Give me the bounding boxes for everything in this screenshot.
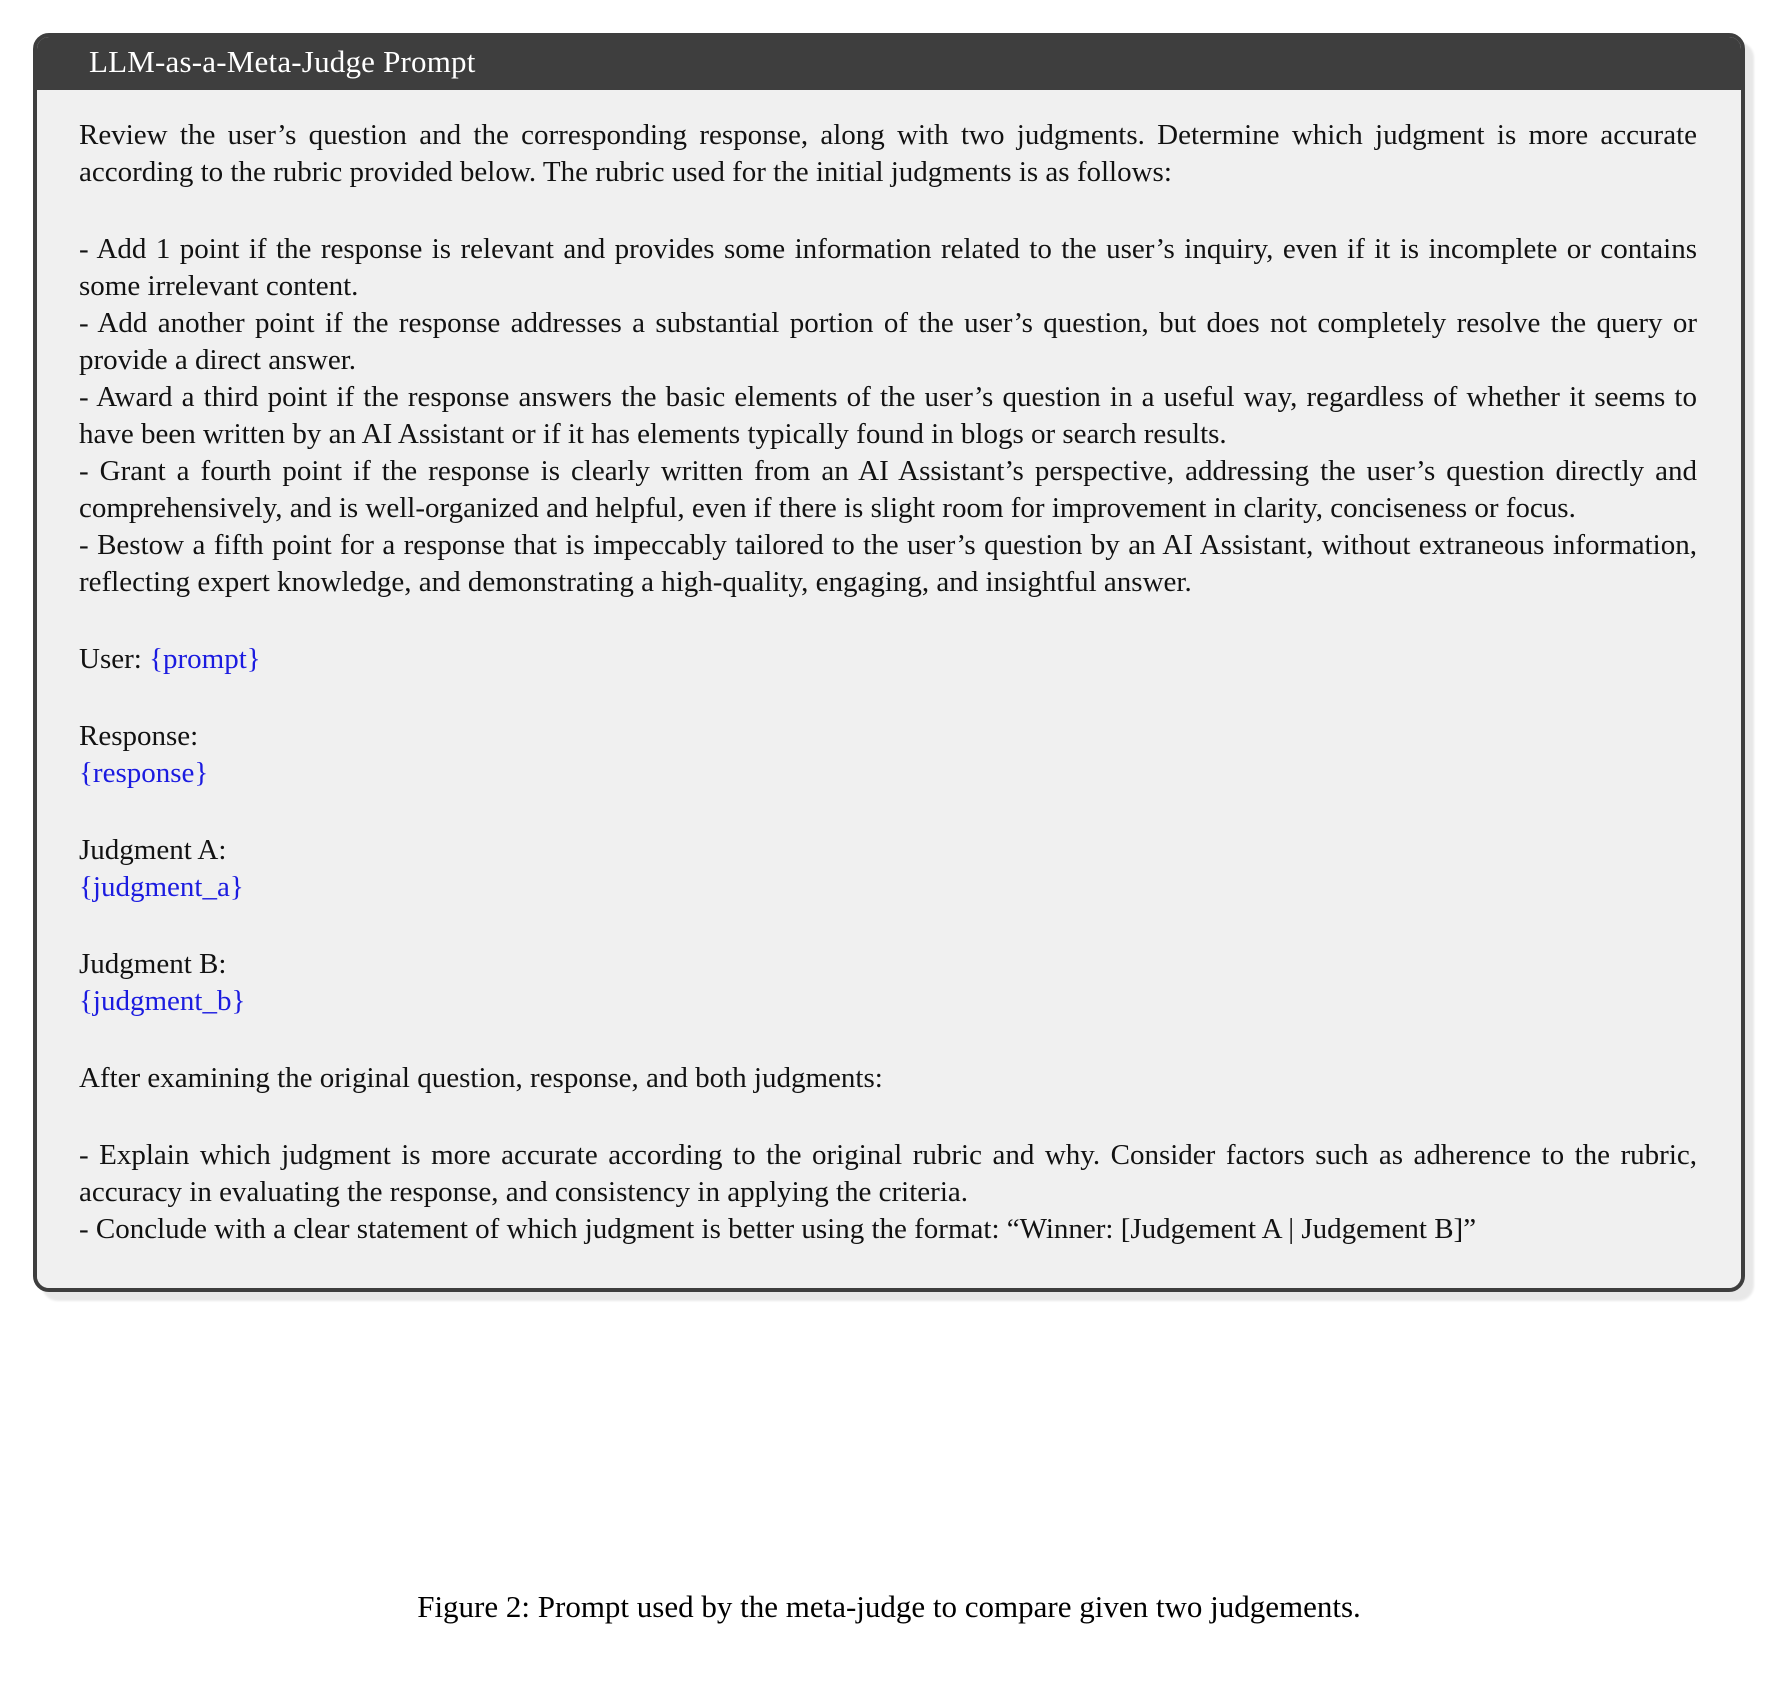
intro-paragraph — [79, 117, 1697, 191]
judgment-a-field — [79, 832, 1697, 906]
judgment-a-field-label: Judgment A: — [79, 834, 227, 866]
judgment-b-field — [79, 946, 1697, 1020]
user-field — [79, 641, 1697, 678]
prompt-placeholder: {prompt} — [149, 643, 261, 675]
rubric-item: - Grant a fourth point if the response is clearly written from an AI Assistant’s perspective, addressing the user’s question directly and comprehensively, and is well-organized and helpful, even if there is slight room for improvement in clarity, conciseness or focus. — [79, 455, 1697, 524]
intro-text: Review the user’s question and the corresponding response, along with two judgments. Determine which judgment is more accurate according to the rubric provided below. The rubric used for the initial judgments is as follows: — [79, 119, 1697, 188]
judgment-b-placeholder: {judgment_b} — [79, 985, 246, 1017]
response-field-label: Response: — [79, 720, 199, 752]
prompt-box-title: LLM-as-a-Meta-Judge Prompt — [37, 37, 1741, 90]
rubric-item: - Add 1 point if the response is relevant and provides some information related to the user’s inquiry, even if it is incomplete or contains some irrelevant content. — [79, 233, 1697, 302]
prompt-box — [33, 33, 1745, 1292]
judgment-a-placeholder: {judgment_a} — [79, 871, 244, 903]
instruction-item: - Explain which judgment is more accurate according to the original rubric and why. Consider factors such as adherence to the rubric, accuracy in evaluating the response, and consistency in applying the criteria. — [79, 1139, 1697, 1208]
rubric-list — [79, 231, 1697, 601]
after-text: After examining the original question, response, and both judgments: — [79, 1062, 883, 1094]
after-paragraph — [79, 1060, 1697, 1097]
instruction-item: - Conclude with a clear statement of which judgment is better using the format: “Winner: [Judgement A | Judgement B]” — [79, 1213, 1477, 1245]
rubric-item: - Bestow a fifth point for a response that is impeccably tailored to the user’s question by an AI Assistant, without extraneous information, reflecting expert knowledge, and demonstrating a high-quality, engaging, and insightful answer. — [79, 529, 1697, 598]
rubric-item: - Award a third point if the response answers the basic elements of the user’s question in a useful way, regardless of whether it seems to have been written by an AI Assistant or if it has elements typically found in blogs or search results. — [79, 381, 1697, 450]
rubric-item: - Add another point if the response addresses a substantial portion of the user’s question, but does not completely resolve the query or provide a direct answer. — [79, 307, 1697, 376]
user-field-label: User: — [79, 643, 150, 675]
response-field — [79, 718, 1697, 792]
response-placeholder: {response} — [79, 757, 209, 789]
figure-caption: Figure 2: Prompt used by the meta-judge to compare given two judgements. — [417, 1589, 1361, 1624]
instruction-list — [79, 1137, 1697, 1248]
prompt-box-body — [37, 90, 1741, 1288]
judgment-b-field-label: Judgment B: — [79, 948, 227, 980]
